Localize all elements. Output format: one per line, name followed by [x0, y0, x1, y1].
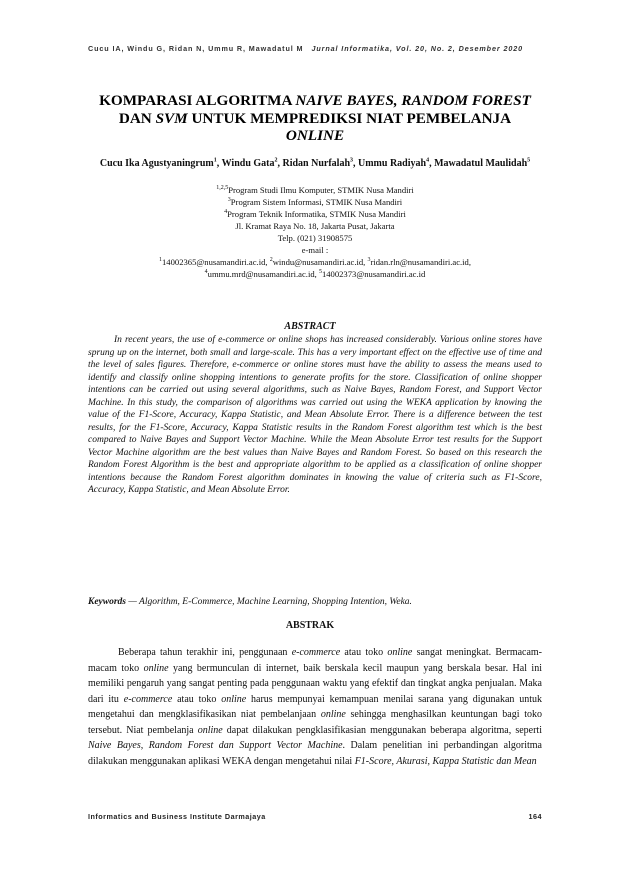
- paper-title: [95, 92, 535, 145]
- abstrak-run-italic: Naive Bayes, Random Forest dan Support Vector Machine: [88, 740, 343, 751]
- affiliations: [95, 184, 535, 280]
- email-sup: 1: [159, 257, 162, 264]
- author-sup: 2: [274, 157, 278, 164]
- abstrak-run-italic: online: [143, 662, 169, 674]
- email-sup: 4: [204, 269, 208, 276]
- keywords: [88, 597, 542, 607]
- abstrak-run-italic: online: [320, 709, 346, 720]
- email-address[interactable]: 14002365@nusamandiri.ac.id,: [162, 257, 270, 267]
- author-name: Cucu Ika Agustyaningrum: [99, 158, 214, 169]
- abstrak-run: atau toko: [340, 647, 388, 658]
- affiliation-line: [95, 184, 535, 196]
- phone-line: Telp. (021) 31908575: [277, 233, 353, 243]
- abstract-text: In recent years, the use of e-commerce or online shops has increased considerably. Various online stores have sprung up on the internet, both small and large-scale. This has a very important effect on the effective use of time and the level of sales figures. Therefore, e-commerce or online stores must have the ability to assess the means used to identify and classify online shopping intentions to generate profits for the store. Classification of online shopper intentions can be carried out using several algorithms, such as Naive Bayes, Random Forest, and Support Vector Machine. In this study, the comparison of algorithms was carried out using the WEKA application by knowing the value of the F1-Score, Accuracy, Kappa Statistic, and Mean Absolute Error. There is a difference between the test results, for the F1-Score, Accuracy, Kappa Statistic results in the Random Forest algorithm test which is the best compared to Naive Bayes and Support Vector Machine. While the Mean Absolute Error test results for the Support Vector Machine algorithm are the best values than Naive Bayes and Random Forest. So based on this research the Random Forest Algorithm is the best and appropriate algorithm to be applied as a classification of online shopper intentions because the Random Forest algorithm dominates in knowing the value of criteria such as F1-Score, Accuracy, Kappa Statistic, and Mean Absolute Error.: [88, 335, 542, 495]
- title-part-italic: NAIVE BAYES, RANDOM FOREST: [295, 92, 531, 109]
- affil-sup: 3: [227, 197, 231, 204]
- title-part: UNTUK MEMPREDIKSI NIAT PEMBELANJA: [187, 109, 512, 127]
- footer-institute: Informatics and Business Institute Darmajaya: [88, 812, 266, 821]
- abstrak-run: Beberapa tahun terakhir ini, penggunaan: [118, 647, 292, 658]
- abstrak-run: sangat meningkat. Bermacam-macam toko: [88, 647, 543, 674]
- email-line: [95, 256, 535, 268]
- keywords-list: — Algorithm, E-Commerce, Machine Learning, Shopping Intention, Weka.: [126, 597, 412, 607]
- abstrak-text: [88, 645, 542, 769]
- author-sup: 5: [527, 157, 531, 164]
- abstrak-run: sehingga menghasilkan keuntungan bagi toko tersebut. Niat pembelanja: [88, 709, 542, 736]
- author-sup: 3: [350, 157, 353, 164]
- abstrak-run-italic: e-commerce: [123, 693, 173, 705]
- abstrak-run-italic: online: [221, 693, 247, 705]
- title-part-italic: SVM: [155, 109, 188, 127]
- author-name: Windu Gata: [221, 158, 275, 169]
- abstrak-run-italic: F1-Score, Akurasi, Kappa Statistic dan Mean: [354, 755, 537, 767]
- header-authors: Cucu IA, Windu G, Ridan N, Ummu R, Mawadatul M: [88, 44, 304, 53]
- abstrak-run: dapat dilakukan pengklasifikasian menggunakan beberapa algoritma, seperti: [222, 724, 542, 736]
- abstrak-run: . Dalam penelitian ini perbandingan algoritma dilakukan menggunakan aplikasi WEKA dengan mengetahui nilai: [88, 740, 542, 767]
- email-address[interactable]: 14002373@nusamandiri.ac.id: [321, 269, 426, 279]
- abstrak-run-italic: online: [197, 724, 223, 736]
- author-sup: 4: [426, 157, 430, 164]
- email-address[interactable]: windu@nusamandiri.ac.id,: [272, 257, 368, 267]
- email-address[interactable]: ridan.rln@nusamandiri.ac.id,: [370, 257, 471, 267]
- author-sup: 1: [213, 157, 217, 164]
- keywords-label: Keywords: [88, 597, 126, 607]
- affil-text: Program Teknik Informatika, STMIK Nusa Mandiri: [227, 209, 406, 219]
- author-list: Cucu Ika Agustyaningrum$^1$, Windu Gata$^2$, Ridan Nurfalah$^3$, Ummu Radiyah$^4$, Mawadatul Maulidah$^5$: [99, 157, 531, 169]
- email-sup: 3: [367, 257, 371, 264]
- title-part: KOMPARASI ALGORITMA: [99, 92, 296, 109]
- address-line: Jl. Kramat Raya No. 18, Jakarta Pusat, Jakarta: [235, 221, 395, 231]
- email-sup: 2: [269, 257, 273, 264]
- page-number: 164: [528, 812, 542, 821]
- page-footer: [88, 812, 542, 821]
- affil-sup: 4: [224, 209, 228, 216]
- abstrak-run: harus mempunyai kemampuan menilai sarana yang digunakan untuk mengetahui dan mengklasifikasikan niat pembelanjaan: [88, 693, 542, 720]
- title-part: DAN: [118, 109, 156, 127]
- affiliation-line: [95, 208, 535, 220]
- affil-text: Program Studi Ilmu Komputer, STMIK Nusa Mandiri: [228, 185, 414, 195]
- email-address[interactable]: ummu.mrd@nusamandiri.ac.id,: [207, 269, 319, 279]
- abstrak-run-italic: online: [387, 647, 413, 658]
- title-part-italic: ONLINE: [285, 127, 345, 144]
- email-sup: 5: [318, 269, 322, 276]
- email-line: [95, 268, 535, 280]
- author-name: Mawadatul Maulidah: [434, 158, 528, 169]
- author-name: Ridan Nurfalah: [282, 158, 350, 169]
- affiliation-line: [95, 196, 535, 208]
- abstrak-run: yang bermunculan di internet, baik berskala kecil maupun yang berskala besar. Hal ini memiliki pengaruh yang sangat penting pada penggunaan waktu yang efektif dan tingkat angka penjualan. Maka dari itu: [88, 662, 542, 705]
- abstrak-heading: ABSTRAK: [285, 620, 335, 631]
- abstrak-run: atau toko: [172, 693, 222, 705]
- abstract-heading: ABSTRACT: [284, 321, 336, 332]
- email-label: e-mail :: [301, 245, 329, 255]
- running-header: [88, 44, 542, 53]
- abstrak-run-italic: e-commerce: [291, 647, 341, 658]
- author-name: Ummu Radiyah: [358, 158, 427, 169]
- header-journal: Jurnal Informatika, Vol. 20, No. 2, Desember 2020: [311, 44, 524, 53]
- affil-sup: 1,2,5: [216, 185, 229, 192]
- affil-text: Program Sistem Informasi, STMIK Nusa Mandiri: [230, 197, 403, 207]
